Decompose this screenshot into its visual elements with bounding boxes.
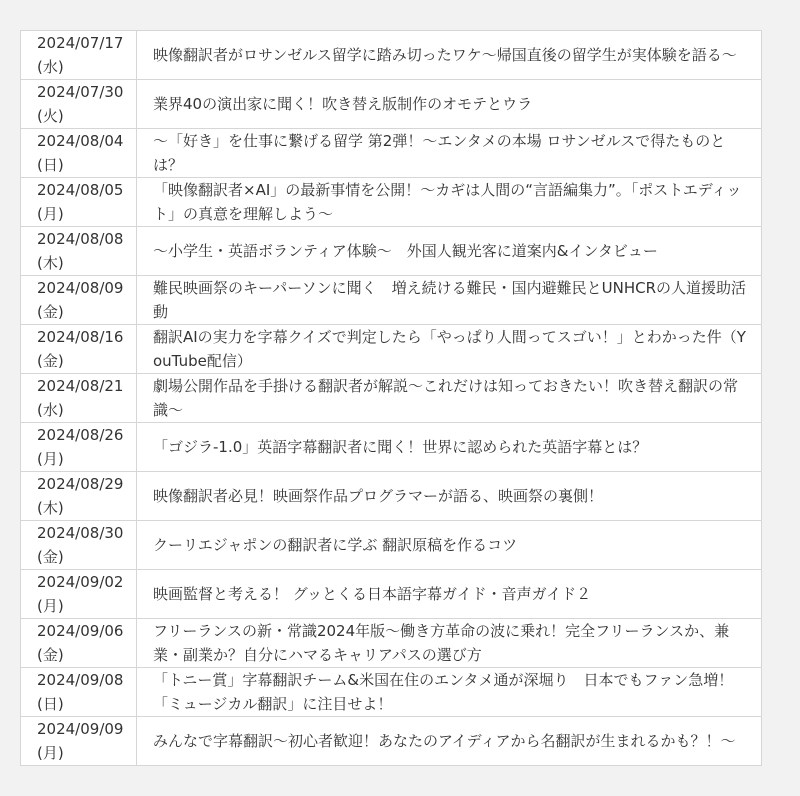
event-table-body xyxy=(21,31,762,766)
event-title-cell xyxy=(137,129,762,178)
event-date: 2024/09/08(日) xyxy=(37,671,124,713)
event-date: 2024/07/17(水) xyxy=(37,34,124,76)
table-row xyxy=(21,717,762,766)
event-date-cell xyxy=(21,472,137,521)
event-date: 2024/08/09(金) xyxy=(37,279,124,321)
event-title: 「ゴジラ-1.0」英語字幕翻訳者に聞く！世界に認められた英語字幕とは？ xyxy=(153,438,648,456)
event-title-cell xyxy=(137,570,762,619)
event-date-cell xyxy=(21,129,137,178)
table-row xyxy=(21,31,762,80)
event-title: 映画監督と考える！ グッとくる日本語字幕ガイド・音声ガイド２ xyxy=(153,585,592,603)
event-date-cell xyxy=(21,374,137,423)
table-row xyxy=(21,178,762,227)
event-title-cell xyxy=(137,521,762,570)
event-title-cell xyxy=(137,717,762,766)
table-row xyxy=(21,276,762,325)
event-date-cell xyxy=(21,423,137,472)
event-date-cell xyxy=(21,178,137,227)
event-title: フリーランスの新・常識2024年版〜働き方革命の波に乗れ！完全フリーランスか、兼業・副業か？自分にハマるキャリアパスの選び方 xyxy=(153,622,730,664)
event-title: 翻訳AIの実力を字幕クイズで判定したら「やっぱり人間ってスゴい！」とわかった件（YouTube配信） xyxy=(153,328,746,370)
event-date: 2024/09/02(月) xyxy=(37,573,124,615)
event-title-cell xyxy=(137,276,762,325)
event-date-cell xyxy=(21,80,137,129)
event-date-cell xyxy=(21,521,137,570)
event-date: 2024/08/30(金) xyxy=(37,524,124,566)
event-date: 2024/08/05(月) xyxy=(37,181,124,223)
event-date: 2024/09/09(月) xyxy=(37,720,124,762)
event-title: クーリエジャポンの翻訳者に学ぶ 翻訳原稿を作るコツ xyxy=(153,536,518,554)
table-row xyxy=(21,423,762,472)
event-title-cell xyxy=(137,31,762,80)
event-date-cell xyxy=(21,717,137,766)
table-row xyxy=(21,472,762,521)
table-row xyxy=(21,227,762,276)
event-date: 2024/08/08(木) xyxy=(37,230,124,272)
table-row xyxy=(21,619,762,668)
table-row xyxy=(21,374,762,423)
event-title-cell xyxy=(137,325,762,374)
table-row xyxy=(21,80,762,129)
event-title-cell xyxy=(137,423,762,472)
event-date-cell xyxy=(21,31,137,80)
event-title: 「映像翻訳者×AI」の最新事情を公開！〜カギは人間の“言語編集力”。「ポストエディット」の真意を理解しよう〜 xyxy=(153,181,742,223)
event-date: 2024/07/30(火) xyxy=(37,83,124,125)
table-row xyxy=(21,129,762,178)
event-date: 2024/08/04(日) xyxy=(37,132,124,174)
event-title: 難民映画祭のキーパーソンに聞く 増え続ける難民・国内避難民とUNHCRの人道援助活動 xyxy=(153,279,747,321)
event-date-cell xyxy=(21,570,137,619)
event-title: 映像翻訳者必見！映画祭作品プログラマーが語る、映画祭の裏側！ xyxy=(153,487,604,505)
event-title: 映像翻訳者がロサンゼルス留学に踏み切ったワケ〜帰国直後の留学生が実体験を語る〜 xyxy=(153,46,737,64)
event-title-cell xyxy=(137,668,762,717)
table-row xyxy=(21,521,762,570)
event-date: 2024/08/29(木) xyxy=(37,475,124,517)
event-title: 業界40の演出家に聞く！吹き替え版制作のオモテとウラ xyxy=(153,95,533,113)
event-date-cell xyxy=(21,668,137,717)
event-date-cell xyxy=(21,325,137,374)
event-title: 「トニー賞」字幕翻訳チーム&米国在住のエンタメ通が深堀り 日本でもファン急増！「ミュージカル翻訳」に注目せよ！ xyxy=(153,671,734,713)
event-schedule-table xyxy=(20,30,762,766)
event-title: 劇場公開作品を手掛ける翻訳者が解説〜これだけは知っておきたい！吹き替え翻訳の常識〜 xyxy=(153,377,739,419)
event-title-cell xyxy=(137,374,762,423)
event-title: 〜小学生・英語ボランティア体験〜 外国人観光客に道案内&インタビュー xyxy=(153,242,658,260)
event-title-cell xyxy=(137,227,762,276)
event-date: 2024/08/16(金) xyxy=(37,328,124,370)
event-title-cell xyxy=(137,619,762,668)
table-row xyxy=(21,570,762,619)
event-date-cell xyxy=(21,276,137,325)
event-date: 2024/09/06(金) xyxy=(37,622,124,664)
event-title: 〜「好き」を仕事に繋げる留学 第2弾！〜エンタメの本場 ロサンゼルスで得たものとは？ xyxy=(153,132,726,174)
event-date: 2024/08/26(月) xyxy=(37,426,124,468)
event-title: みんなで字幕翻訳〜初心者歓迎！あなたのアイディアから名翻訳が生まれるかも？！〜 xyxy=(153,732,736,750)
event-title-cell xyxy=(137,80,762,129)
event-date: 2024/08/21(水) xyxy=(37,377,124,419)
event-title-cell xyxy=(137,178,762,227)
table-row xyxy=(21,325,762,374)
table-row xyxy=(21,668,762,717)
event-date-cell xyxy=(21,227,137,276)
event-title-cell xyxy=(137,472,762,521)
event-date-cell xyxy=(21,619,137,668)
